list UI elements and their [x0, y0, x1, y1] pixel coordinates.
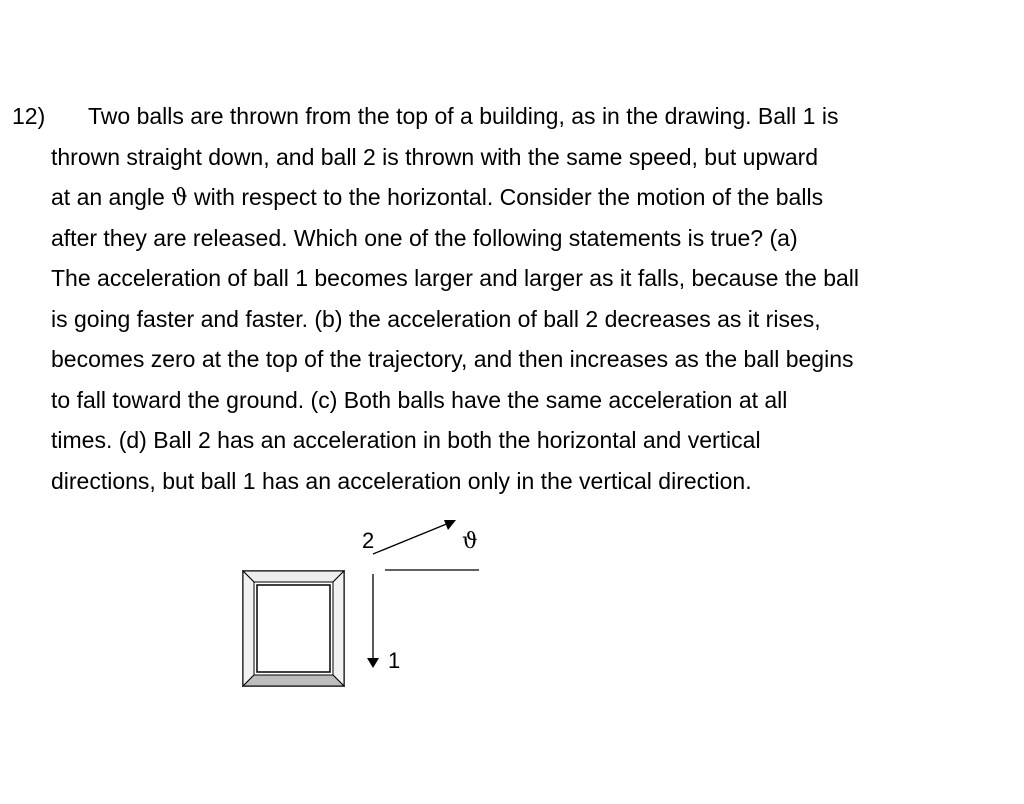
ball-1-arrowhead: [367, 658, 379, 668]
ball-1-label: 1: [388, 648, 401, 673]
question-line-3-start: at an angle: [51, 184, 172, 210]
question-line-2: thrown straight down, and ball 2 is thrown with the same speed, but upward: [51, 143, 819, 170]
question-line-6: is going faster and faster. (b) the acceleration of ball 2 decreases as it rises,: [51, 305, 821, 332]
question-line-7: becomes zero at the top of the trajectory, and then increases as the ball begins: [51, 346, 854, 372]
building-right-bevel: [333, 571, 344, 686]
building: [243, 571, 344, 686]
question-line-10: directions, but ball 1 has an acceleration only in the vertical direction.: [51, 467, 752, 494]
angle-label: ϑ: [462, 529, 478, 554]
question-number: 12): [12, 103, 46, 129]
question-line-3-end: with respect to the horizontal. Consider the motion of the balls: [187, 184, 824, 210]
question-line-9: times. (d) Ball 2 has an acceleration in both the horizontal and vertical: [51, 427, 761, 453]
theta-symbol: ϑ: [171, 185, 188, 211]
ball-2-velocity-line: [373, 523, 449, 554]
question-line-5: The acceleration of ball 1 becomes larger and larger as it falls, because the ball: [51, 265, 860, 291]
question-line-4: after they are released. Which one of the following statements is true? (a): [51, 224, 798, 251]
building-inner-face: [257, 585, 330, 672]
building-top-bevel: [243, 571, 344, 582]
building-left-bevel: [243, 571, 254, 686]
question-line-1-text: Two balls are thrown from the top of a building, as in the drawing. Ball 1 is: [88, 103, 839, 129]
building-bottom-bevel: [243, 675, 344, 686]
question-line-8: to fall toward the ground. (c) Both balls have the same acceleration at all: [51, 386, 788, 413]
ball-2-label: 2: [362, 528, 375, 553]
